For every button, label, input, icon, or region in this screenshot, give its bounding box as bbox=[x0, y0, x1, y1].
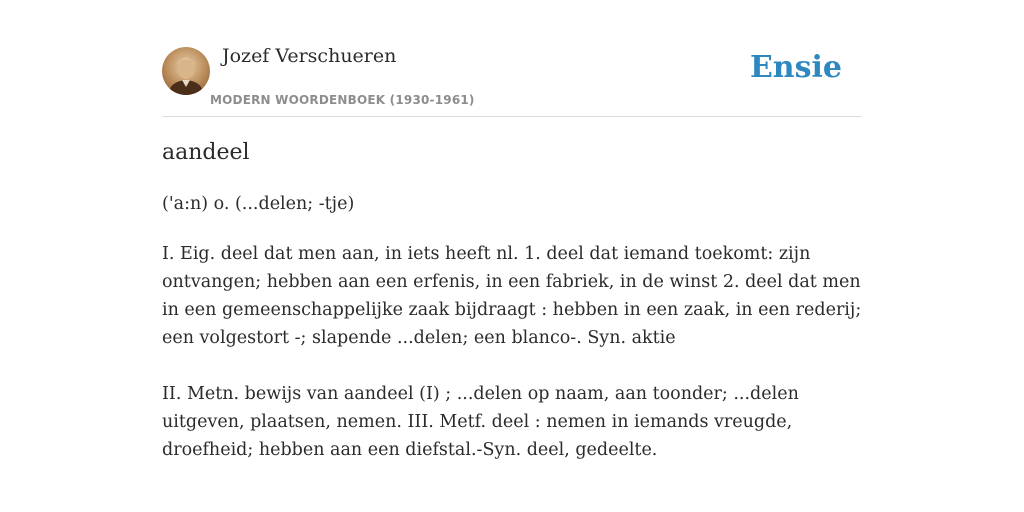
author-avatar[interactable] bbox=[162, 47, 210, 95]
entry-headword: aandeel bbox=[162, 140, 250, 165]
entry-header bbox=[162, 0, 862, 117]
entry-card bbox=[162, 0, 862, 512]
author-portrait-icon bbox=[162, 47, 210, 95]
entry-definition bbox=[162, 240, 862, 492]
ensie-logo[interactable]: Ensie bbox=[749, 50, 842, 85]
entry-pronunciation: ('a:n) o. (...delen; -tje) bbox=[162, 194, 355, 214]
source-title[interactable]: MODERN WOORDENBOEK (1930-1961) bbox=[210, 93, 475, 107]
definition-paragraph-1: I. Eig. deel dat men aan, in iets heeft nl. 1. deel dat iemand toekomt: zijn ontvangen; hebben aan een erfenis, in een fabriek, in de winst 2. deel dat men in een gemeenschappelijke zaak bijdraagt : hebben in een zaak, in een rederij; een volgestort -; slapende ...delen; een blanco-. Syn. aktie bbox=[162, 244, 862, 348]
author-name[interactable]: Jozef Verschueren bbox=[222, 45, 397, 67]
definition-paragraph-2: II. Metn. bewijs van aandeel (I) ; ...delen op naam, aan toonder; ...delen uitgeven, plaatsen, nemen. III. Metf. deel : nemen in iemands vreugde, droefheid; hebben aan een diefstal.-Syn. deel, gedeelte. bbox=[162, 384, 799, 460]
